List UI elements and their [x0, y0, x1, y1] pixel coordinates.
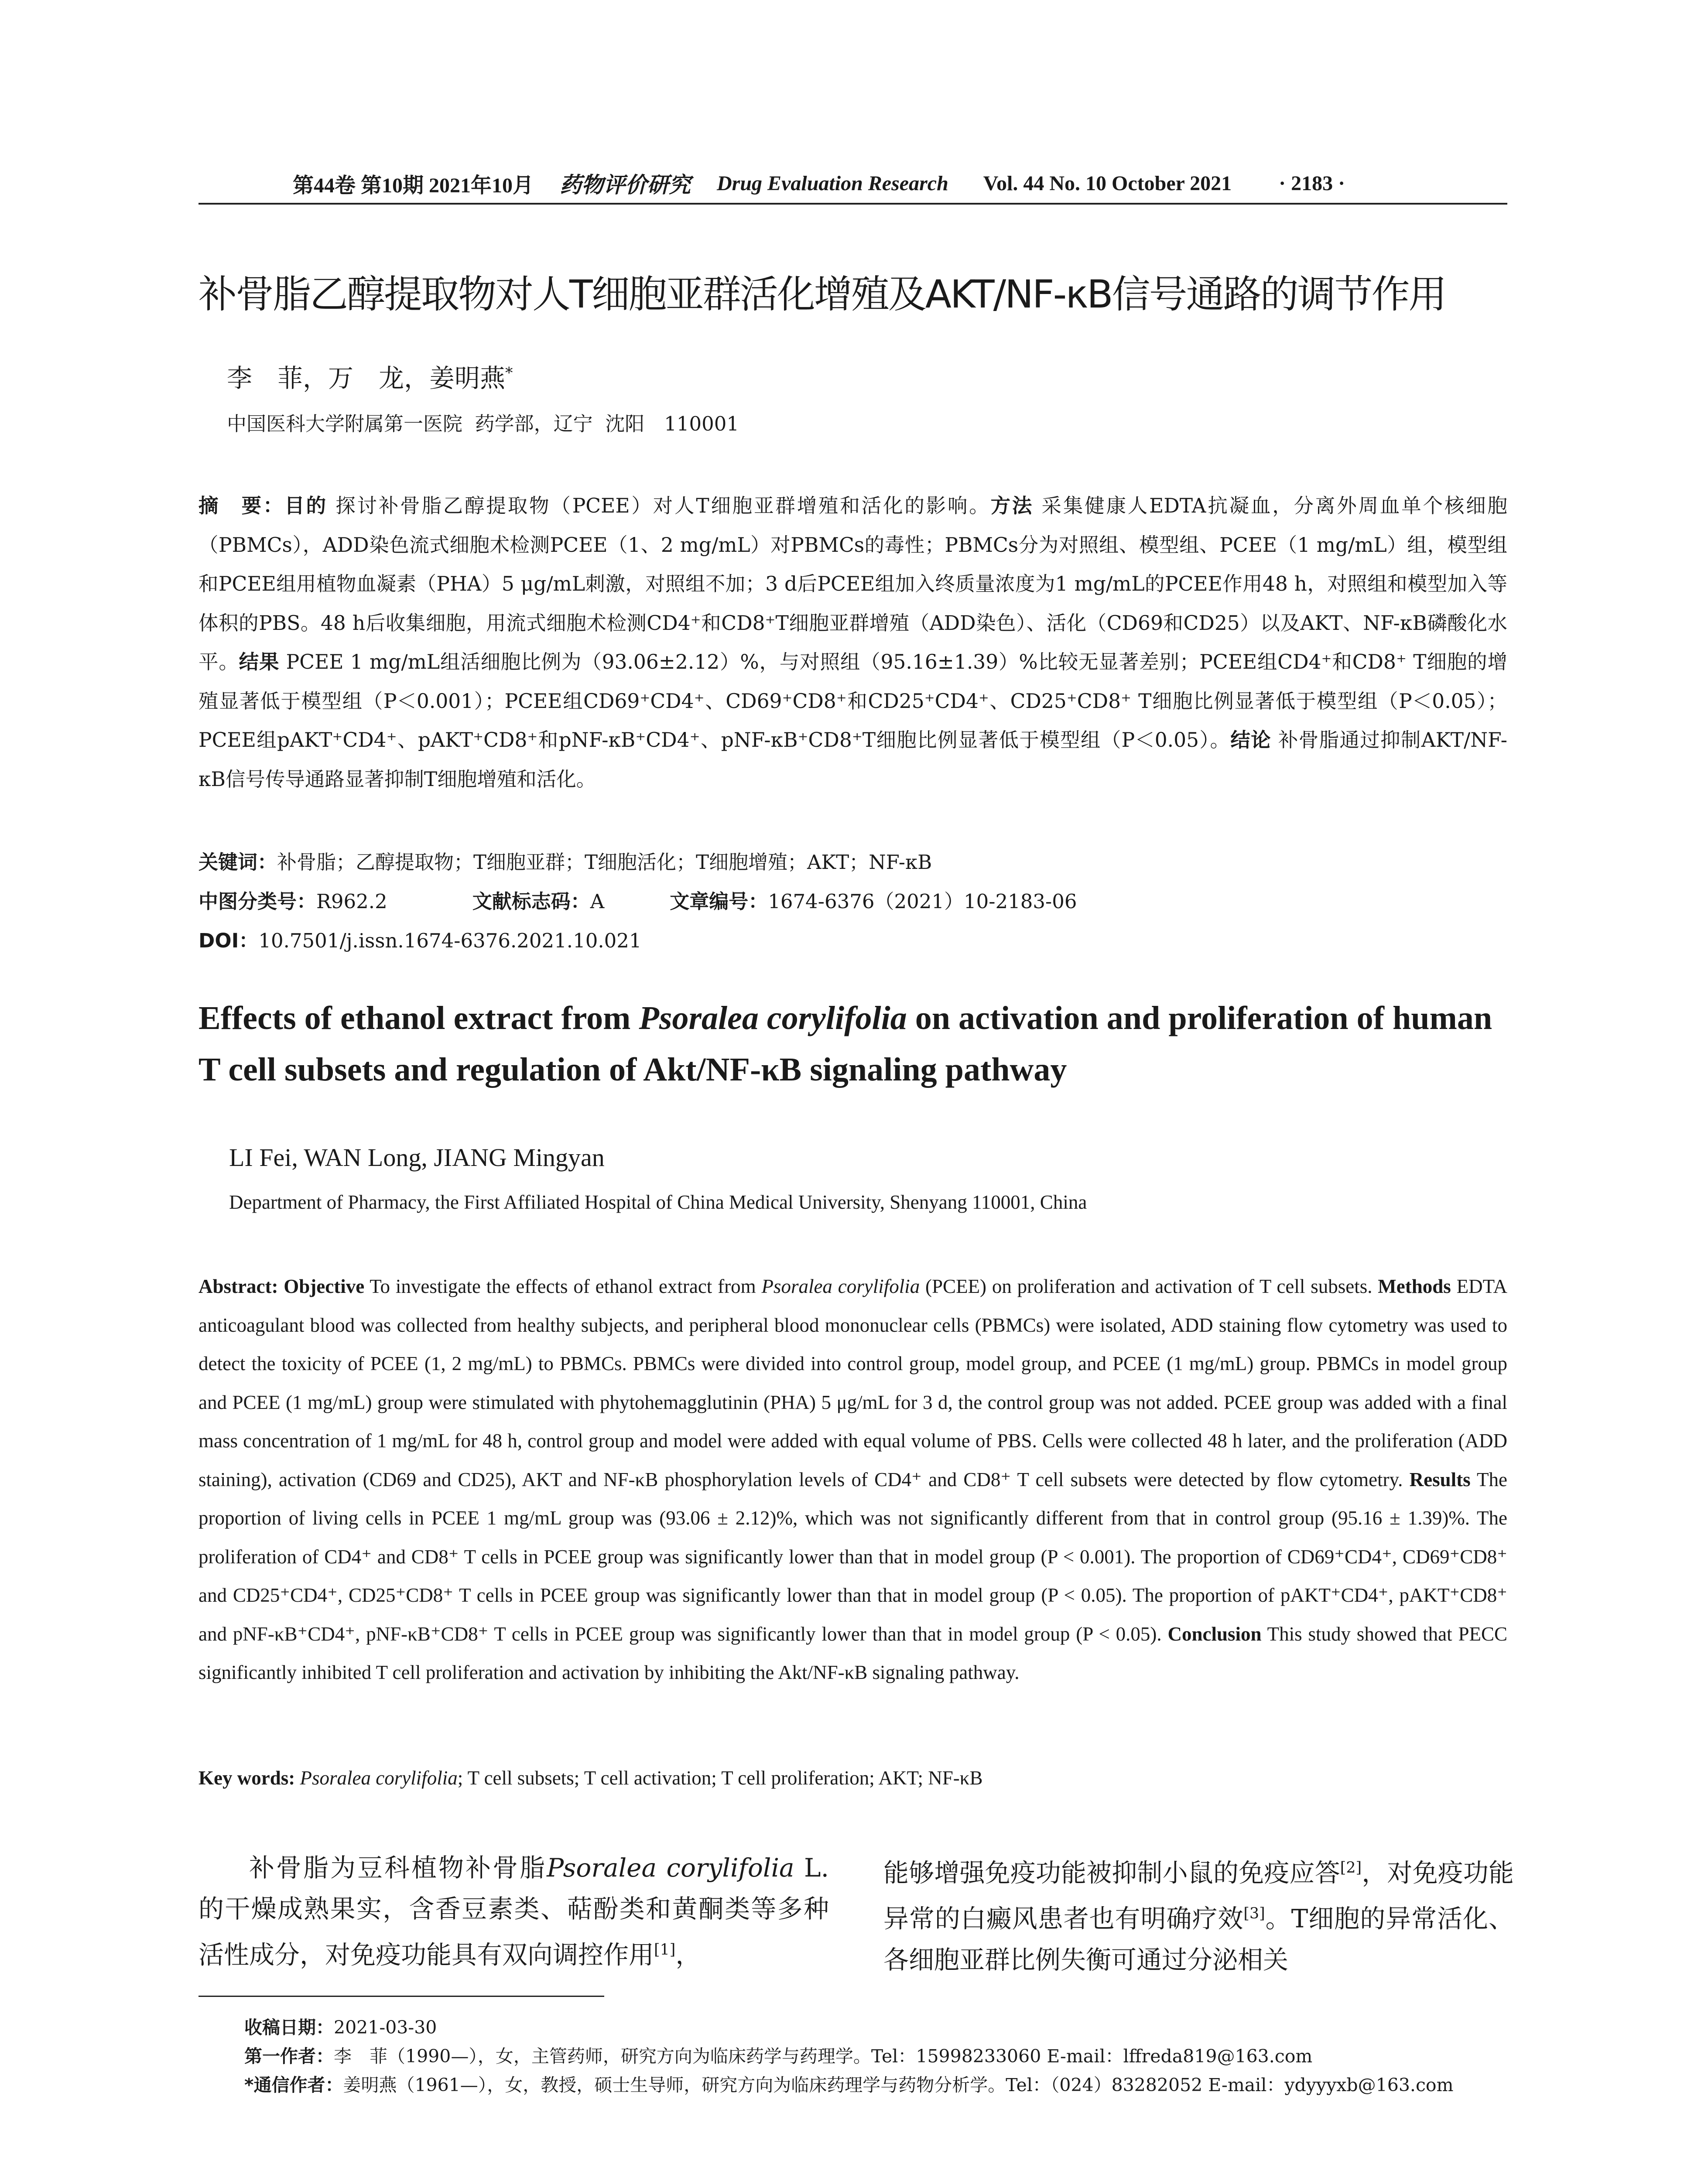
journal-logo-cn: 药物评价研究: [560, 173, 691, 197]
classification-line: [199, 885, 1077, 914]
citation-ref[interactable]: [1]: [654, 1941, 676, 1959]
results-en-label: Results: [1409, 1468, 1471, 1490]
body-paragraph: [883, 1847, 1514, 1980]
body-right-2: ，对免疫功能异常的白癜风患者也有明确疗效: [883, 1858, 1514, 1934]
received-label: 收稿日期：: [244, 2017, 334, 2038]
body-paragraph: [199, 1847, 829, 1975]
title-en-part1: Effects of ethanol extract from: [199, 1000, 639, 1036]
keywords-en-text: ; T cell subsets; T cell activation; T cell proliferation; AKT; NF-κB: [457, 1767, 983, 1789]
doi-line: [199, 925, 642, 953]
methods-cn: 采集健康人EDTA抗凝血，分离外周血单个核细胞（PBMCs），ADD染色流式细胞术检测PCEE（1、2 mg/mL）对PBMCs的毒性；PBMCs分为对照组、模型组、PCEE（1 mg/mL）组，模型组和PCEE组用植物血凝素（PHA）5 μg/mL刺激，对照组不加；3 d后PCEE组加入终质量浓度为1 mg/mL的PCEE作用48 h，对照组和模型加入等体积的PBS。48 h后收集细胞，用流式细胞术检测CD4⁺和CD8⁺T细胞亚群增殖（ADD染色）、活化（CD69和CD25）以及AKT、NF-κB磷酸化水平。: [199, 494, 1507, 673]
authors-cn: [227, 358, 513, 394]
footnote-first-author: [244, 2042, 1509, 2071]
methods-cn-label: 方法: [990, 494, 1034, 517]
conclusion-en: This study showed that PECC significantly inhibited T cell proliferation and activation by inhibiting the Akt/NF-κB signaling pathway.: [199, 1623, 1507, 1683]
footnote-received: [244, 2013, 1509, 2042]
objective-en-2: (PCEE) on proliferation and activation of T cell subsets.: [920, 1275, 1378, 1297]
citation-ref[interactable]: [2]: [1340, 1859, 1362, 1877]
citation-ref[interactable]: [3]: [1243, 1905, 1265, 1923]
conclusion-en-label: Conclusion: [1167, 1623, 1262, 1645]
corresponding-label: *通信作者：: [244, 2075, 343, 2096]
doc-code-value: A: [590, 890, 605, 913]
body-left-3: ，: [675, 1940, 701, 1970]
title-en-part2: on activation and proliferation of human T cell subsets and regulation of Akt/NF-κB signaling pathway: [199, 1000, 1492, 1088]
page-number: · 2183 ·: [1279, 171, 1345, 195]
objective-cn-label: 目的: [284, 494, 328, 517]
footnotes: [244, 2013, 1509, 2099]
authors-en: LI Fei, WAN Long, JIANG Mingyan: [229, 1143, 605, 1172]
affiliation-en: Department of Pharmacy, the First Affiliated Hospital of China Medical University, Shenyang 110001, China: [229, 1191, 1087, 1213]
received-date: 2021-03-30: [334, 2017, 437, 2038]
running-header: [199, 168, 1507, 198]
corresponding-info: 姜明燕（1961—），女，教授，硕士生导师，研究方向为临床药理学与药物分析学。Tel：（024）83282052 E-mail：ydyyyxb@163.com: [343, 2075, 1454, 2096]
title-cn: 补骨脂乙醇提取物对人T细胞亚群活化增殖及AKT/NF-κB信号通路的调节作用: [199, 272, 1446, 317]
objective-en-1: To investigate the effects of ethanol extract from: [364, 1275, 762, 1297]
keywords-cn: [199, 846, 932, 875]
authors-cn-names: 李 菲，万 龙，姜明燕: [227, 363, 506, 393]
body-right-3: 。T细胞的异常活化、各细胞亚群比例失衡可通过分泌相关: [883, 1904, 1514, 1975]
keywords-en: [199, 1767, 1507, 1789]
doi-value: 10.7501/j.issn.1674-6376.2021.10.021: [258, 929, 642, 952]
first-author-label: 第一作者：: [244, 2046, 334, 2067]
body-right-1: 能够增强免疫功能被抑制小鼠的免疫应答: [883, 1858, 1340, 1888]
body-left-1: 补骨脂为豆科植物补骨脂: [249, 1853, 547, 1883]
body-column-left: [199, 1847, 829, 1975]
objective-cn: 探讨补骨脂乙醇提取物（PCEE）对人T细胞亚群增殖和活化的影响。: [335, 494, 991, 517]
footnote-rule: [199, 1996, 604, 1997]
body-left-2: L.的干燥成熟果实，含香豆素类、萜酚类和黄酮类等多种活性成分，对免疫功能具有双向调控作用: [199, 1853, 829, 1970]
keywords-en-species: Psoralea corylifolia: [300, 1767, 458, 1789]
doc-code-label: 文献标志码：: [472, 890, 590, 913]
first-author-info: 李 菲（1990—），女，主管药师，研究方向为临床药学与药理学。Tel：15998233060 E-mail：lffreda819@163.com: [334, 2046, 1313, 2067]
clc-value: R962.2: [316, 890, 387, 913]
article-no-label: 文章编号：: [670, 890, 768, 913]
corresponding-mark: *: [505, 364, 513, 382]
objective-en-label: Objective: [284, 1275, 365, 1297]
header-volume-en: Vol. 44 No. 10 October 2021: [983, 171, 1232, 195]
body-left-species: Psoralea corylifolia: [547, 1853, 794, 1883]
affiliation-cn: 中国医科大学附属第一医院 药学部，辽宁 沈阳 110001: [227, 412, 739, 435]
methods-en: EDTA anticoagulant blood was collected from healthy subjects, and peripheral blood mononuclear cells (PBMCs) were isolated, ADD staining flow cytometry was used to detect the toxicity of PCEE (1, 2 mg/mL) to PBMCs. PBMCs were divided into control group, model group, and PCEE (1 mg/mL) group. PBMCs in model group and PCEE (1 mg/mL) group were stimulated with phytohemagglutinin (PHA) 5 μg/mL for 3 d, the control group was not added. PCEE group was added with a final mass concentration of 1 mg/mL for 48 h, control group and model were added with equal volume of PBS. Cells were collected 48 h later, and the proliferation (ADD staining), activation (CD69 and CD25), AKT and NF-κB phosphorylation levels of CD4⁺ and CD8⁺ T cell subsets were detected by flow cytometry.: [199, 1275, 1507, 1490]
keywords-en-label: Key words:: [199, 1767, 300, 1789]
clc-label: 中图分类号：: [199, 890, 317, 913]
keywords-cn-text: 补骨脂；乙醇提取物；T细胞亚群；T细胞活化；T细胞增殖；AKT；NF-κB: [277, 851, 932, 874]
header-rule: [199, 203, 1507, 205]
results-cn-label: 结果: [239, 650, 280, 673]
conclusion-cn: 补骨脂通过抑制AKT/NF-κB信号传导通路显著抑制T细胞增殖和活化。: [199, 728, 1507, 791]
abstract-cn: [199, 486, 1507, 799]
methods-en-label: Methods: [1378, 1275, 1451, 1297]
journal-name-en: Drug Evaluation Research: [717, 171, 948, 195]
footnote-corresponding: [244, 2071, 1509, 2099]
abstract-en-label: Abstract:: [199, 1275, 284, 1297]
objective-en-species: Psoralea corylifolia: [761, 1275, 920, 1297]
abstract-cn-label: 摘 要：: [199, 494, 285, 517]
article-no-value: 1674-6376（2021）10-2183-06: [768, 890, 1077, 913]
abstract-en: [199, 1267, 1507, 1692]
title-en-species: Psoralea corylifolia: [639, 1000, 907, 1036]
header-issue-cn: 第44卷 第10期 2021年10月: [293, 174, 534, 197]
doi-label: DOI：: [199, 929, 259, 952]
title-en: [199, 992, 1507, 1095]
keywords-cn-label: 关键词：: [199, 851, 277, 874]
results-en: The proportion of living cells in PCEE 1 mg/mL group was (93.06 ± 2.12)%, which was not significantly different from that in control group (95.16 ± 1.39)%. The proliferation of CD4⁺ and CD8⁺ T cells in PCEE group was significantly lower than that in model group (P < 0.001). The proportion of CD69⁺CD4⁺, CD69⁺CD8⁺ and CD25⁺CD4⁺, CD25⁺CD8⁺ T cells in PCEE group was significantly lower than that in model group (P < 0.05). The proportion of pAKT⁺CD4⁺, pAKT⁺CD8⁺ and pNF-κB⁺CD4⁺, pNF-κB⁺CD8⁺ T cells in PCEE group was significantly lower than that in model group (P < 0.05).: [199, 1468, 1507, 1645]
body-column-right: [883, 1847, 1514, 1980]
results-cn: PCEE 1 mg/mL组活细胞比例为（93.06±2.12）%，与对照组（95.16±1.39）%比较无显著差别；PCEE组CD4⁺和CD8⁺ T细胞的增殖显著低于模型组（P＜0.001）；PCEE组CD69⁺CD4⁺、CD69⁺CD8⁺和CD25⁺CD4⁺、CD25⁺CD8⁺ T细胞比例显著低于模型组（P＜0.05）；PCEE组pAKT⁺CD4⁺、pAKT⁺CD8⁺和pNF-κB⁺CD4⁺、pNF-κB⁺CD8⁺T细胞比例显著低于模型组（P＜0.05）。: [199, 650, 1507, 752]
conclusion-cn-label: 结论: [1230, 728, 1272, 752]
